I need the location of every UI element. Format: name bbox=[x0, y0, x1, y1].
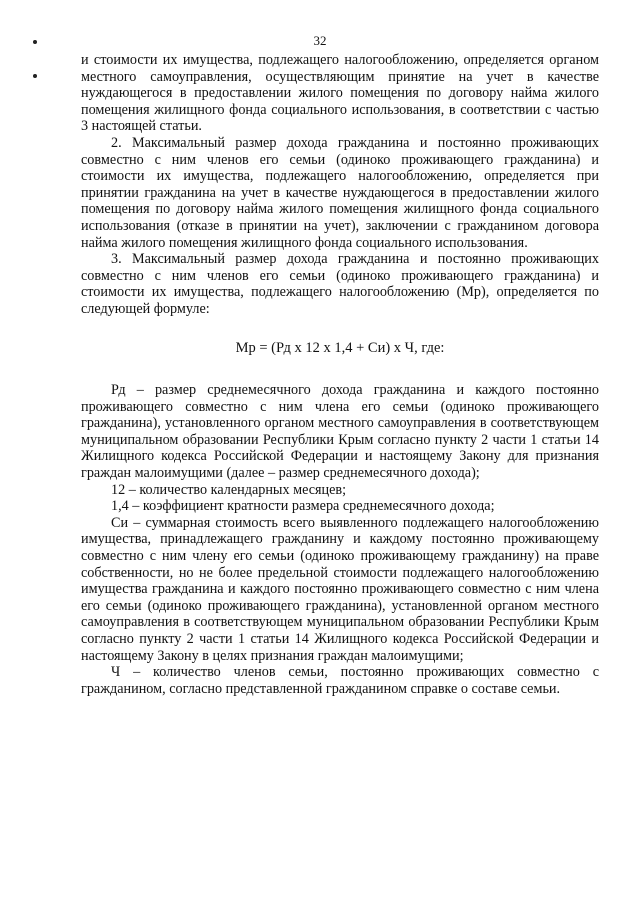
page-number: 32 bbox=[313, 33, 327, 48]
scan-mark-dot bbox=[33, 40, 37, 44]
definition-1-4: 1,4 – коэффициент кратности размера среднемесячного дохода; bbox=[111, 498, 495, 515]
definition-si: Си – суммарная стоимость всего выявленного подлежащего налогообложению имущества, принадлежащего гражданину и каждому постоянно проживающему совместно с ним члену его семьи (одиноко проживающему гражданину) на праве собственности, но не более предельной стоимости подлежащего налогообложению имущества гражданина и каждого постоянно проживающего совместно с ним члена его семьи (одиноко проживающего гражданина), установленной органом местного самоуправления в соответствующем муниципальном образовании Республики Крым согласно пункту 2 части 1 статьи 14 Жилищного кодекса Российской Федерации и настоящему Закону в целях признания граждан малоимущими; bbox=[81, 514, 599, 664]
definition-12: 12 – количество календарных месяцев; bbox=[111, 481, 347, 498]
document-body bbox=[81, 52, 599, 697]
definition-ch: Ч – количество членов семьи, постоянно проживающих совместно с гражданином, согласно представленной гражданином справке о составе семьи. bbox=[81, 664, 599, 697]
paragraph-item-2: 2. Максимальный размер дохода гражданина и постоянно проживающих совместно с ним членов его семьи (одиноко проживающего гражданина) и стоимости их имущества, подлежащего налогообложению, определяется при принятии гражданина на учет в качестве нуждающегося в предоставлении жилого помещения по договору найма жилого помещения жилищного фонда социального использования (отказе в принятии на учет), заключении с гражданином договора найма жилого помещения жилищного фонда социального использования. bbox=[81, 134, 599, 251]
definition-rd: Рд – размер среднемесячного дохода гражданина и каждого постоянно проживающего совместно с ним члена его семьи (одиноко проживающего гражданина), установленного органом местного самоуправления в соответствующем муниципальном образовании Республики Крым согласно пункту 2 части 1 статьи 14 Жилищного кодекса Российской Федерации и настоящему Закону для признания граждан малоимущими (далее – размер среднемесячного дохода); bbox=[81, 382, 599, 482]
paragraph-continuation: и стоимости их имущества, подлежащего налогообложению, определяется органом местного самоуправления, осуществляющим принятие на учет в качестве нуждающегося в предоставлении жилого помещения по договору найма жилого помещения жилищного фонда социального использования, в соответствии с частью 3 настоящей статьи. bbox=[81, 52, 599, 135]
paragraph-item-3: 3. Максимальный размер дохода гражданина и постоянно проживающих совместно с ним членов его семьи (одиноко проживающего гражданина) и стоимости их имущества, подлежащего налогообложению (Мр), определяется по следующей формуле: bbox=[81, 251, 599, 317]
formula: Мр = (Рд х 12 х 1,4 + Си) х Ч, где: bbox=[235, 339, 445, 356]
scan-mark-dot bbox=[33, 74, 37, 78]
